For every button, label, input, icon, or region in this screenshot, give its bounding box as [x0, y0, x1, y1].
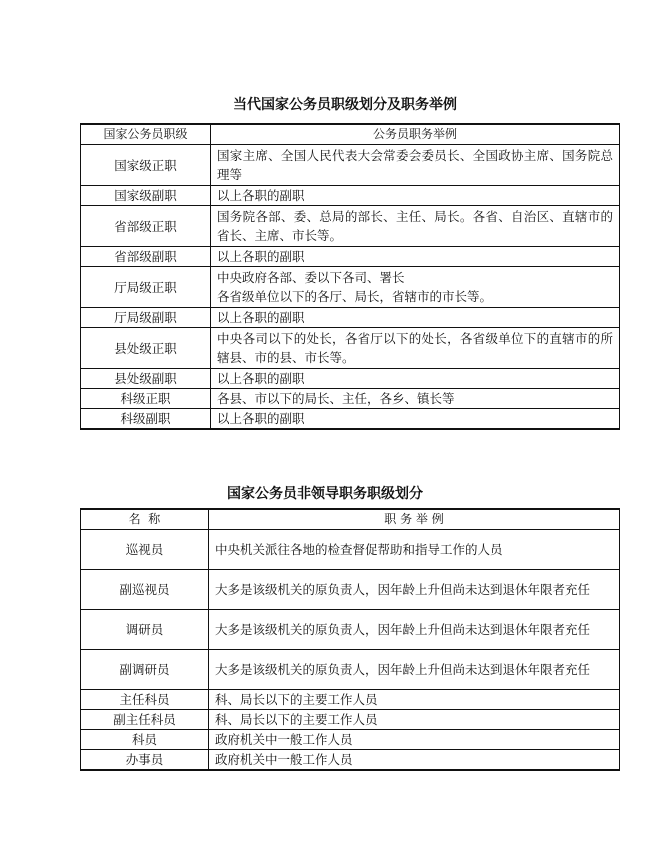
- table1-title: 当代国家公务员职级划分及职务举例: [233, 97, 457, 113]
- examples-cell: 以上各职的副职: [211, 247, 620, 267]
- rank-cell: 县处级正职: [81, 328, 211, 369]
- rank-cell: 省部级副职: [81, 247, 211, 267]
- rank-cell: 厅局级副职: [81, 308, 211, 328]
- examples-cell: 大多是该级机关的原负责人，因年龄上升但尚未达到退休年限者充任: [209, 610, 620, 650]
- examples-cell: 以上各职的副职: [211, 409, 620, 430]
- table-row: [81, 186, 620, 206]
- table-header-row: [81, 509, 620, 530]
- examples-cell: 科、局长以下的主要工作人员: [209, 710, 620, 730]
- table-row: [81, 570, 620, 610]
- name-cell: 科员: [81, 730, 209, 750]
- table-row: [81, 650, 620, 690]
- examples-cell: 以上各职的副职: [211, 186, 620, 206]
- table-row: [81, 267, 620, 308]
- examples-cell: 政府机关中一般工作人员: [209, 730, 620, 750]
- examples-cell: 国家主席、全国人民代表大会常委会委员长、全国政协主席、国务院总理等: [211, 145, 620, 186]
- examples-line: 中央政府各部、委以下各司、署长: [217, 270, 405, 285]
- examples-cell: 科、局长以下的主要工作人员: [209, 690, 620, 710]
- examples-cell: 以上各职的副职: [211, 369, 620, 389]
- name-cell: 副巡视员: [81, 570, 209, 610]
- name-cell: 办事员: [81, 750, 209, 771]
- examples-cell: [211, 267, 620, 308]
- examples-line: 各省级单位以下的各厅、局长，省辖市的市长等。: [217, 289, 493, 304]
- rank-cell: 科级正职: [81, 389, 211, 409]
- table-row: [81, 308, 620, 328]
- column-header-examples: 职 务 举 例: [209, 509, 620, 530]
- name-cell: 调研员: [81, 610, 209, 650]
- table2-title: 国家公务员非领导职务职级划分: [227, 486, 423, 502]
- examples-cell: 政府机关中一般工作人员: [209, 750, 620, 771]
- rank-cell: 国家级副职: [81, 186, 211, 206]
- table-row: [81, 690, 620, 710]
- column-header-name: 名 称: [81, 509, 209, 530]
- examples-cell: 国务院各部、委、总局的部长、主任、局长。各省、自治区、直辖市的省长、主席、市长等。: [211, 206, 620, 247]
- examples-cell: 大多是该级机关的原负责人，因年龄上升但尚未达到退休年限者充任: [209, 570, 620, 610]
- table-row: [81, 206, 620, 247]
- name-cell: 巡视员: [81, 530, 209, 570]
- rank-table: [80, 123, 620, 430]
- table-row: [81, 530, 620, 570]
- rank-cell: 厅局级正职: [81, 267, 211, 308]
- examples-cell: 中央各司以下的处长，各省厅以下的处长，各省级单位下的直辖市的所辖县、市的县、市长等。: [211, 328, 620, 369]
- table-row: [81, 409, 620, 430]
- rank-cell: 科级副职: [81, 409, 211, 430]
- table-row: [81, 610, 620, 650]
- table-row: [81, 328, 620, 369]
- table-row: [81, 710, 620, 730]
- column-header-rank: 国家公务员职级: [81, 124, 211, 145]
- examples-cell: 中央机关派往各地的检查督促帮助和指导工作的人员: [209, 530, 620, 570]
- column-header-examples: 公务员职务举例: [211, 124, 620, 145]
- examples-cell: 各县、市以下的局长、主任，各乡、镇长等: [211, 389, 620, 409]
- examples-cell: 以上各职的副职: [211, 308, 620, 328]
- name-cell: 主任科员: [81, 690, 209, 710]
- table-header-row: [81, 124, 620, 145]
- table-row: [81, 730, 620, 750]
- non-leadership-table: [80, 508, 620, 771]
- examples-cell: 大多是该级机关的原负责人，因年龄上升但尚未达到退休年限者充任: [209, 650, 620, 690]
- table-row: [81, 247, 620, 267]
- table-row: [81, 389, 620, 409]
- name-cell: 副调研员: [81, 650, 209, 690]
- rank-cell: 县处级副职: [81, 369, 211, 389]
- name-cell: 副主任科员: [81, 710, 209, 730]
- rank-cell: 省部级正职: [81, 206, 211, 247]
- rank-cell: 国家级正职: [81, 145, 211, 186]
- table-row: [81, 145, 620, 186]
- table-row: [81, 750, 620, 771]
- table-row: [81, 369, 620, 389]
